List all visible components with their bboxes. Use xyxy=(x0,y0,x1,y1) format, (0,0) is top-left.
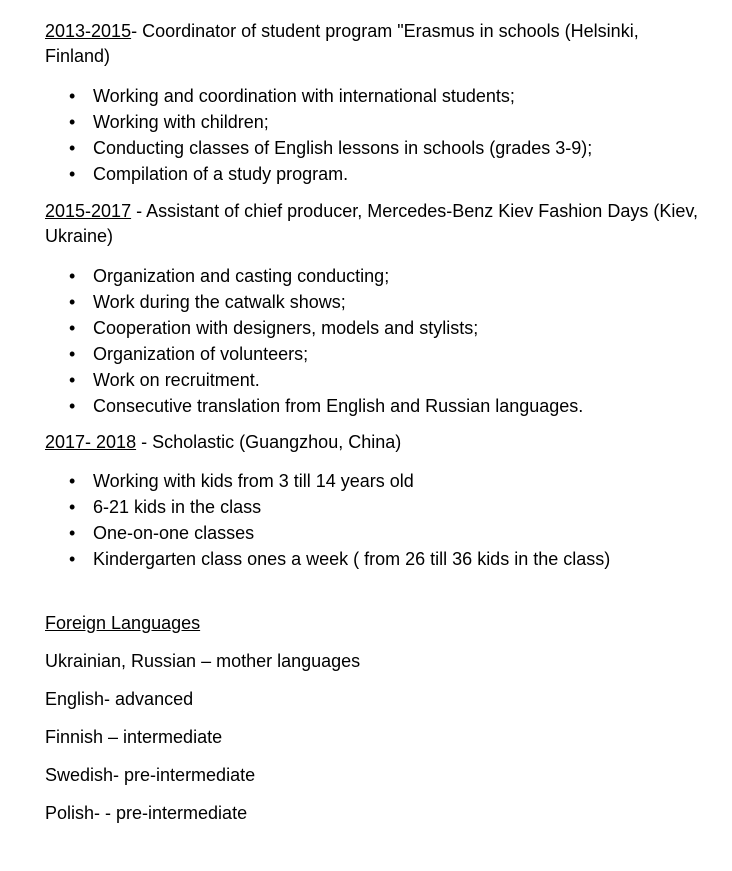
language-item: Swedish- pre-intermediate xyxy=(45,765,256,785)
duties-list xyxy=(45,263,705,419)
job-entry-fashion-days xyxy=(45,199,705,419)
duty-item xyxy=(45,161,705,187)
job-title: - Coordinator of student program "Erasmus in schools (Helsinki, Finland) xyxy=(45,21,639,66)
duty-item xyxy=(45,289,705,315)
bullet-icon: • xyxy=(69,164,76,184)
bullet-icon: • xyxy=(69,318,76,338)
language-item: Finnish – intermediate xyxy=(45,727,223,747)
duty-text: Working and coordination with international students; xyxy=(93,86,515,106)
duty-item xyxy=(45,520,705,546)
bullet-icon: • xyxy=(69,266,76,286)
duty-item xyxy=(45,109,705,135)
job-years: 2017- 2018 xyxy=(45,432,137,452)
language-item: Polish- - pre-intermediate xyxy=(45,803,248,823)
duty-item xyxy=(45,263,705,289)
bullet-icon: • xyxy=(69,549,76,569)
languages-heading: Foreign Languages xyxy=(45,613,201,633)
language-item: Ukrainian, Russian – mother languages xyxy=(45,651,361,671)
bullet-icon: • xyxy=(69,497,76,517)
duty-item xyxy=(45,393,705,419)
job-entry-scholastic xyxy=(45,430,705,572)
document-page xyxy=(45,19,705,826)
duty-item xyxy=(45,135,705,161)
duty-text: Organization of volunteers; xyxy=(93,344,309,364)
job-title: - Scholastic (Guangzhou, China) xyxy=(136,432,402,452)
duty-text: One-on-one classes xyxy=(93,523,255,543)
duty-item xyxy=(45,468,705,494)
job-years: 2015-2017 xyxy=(45,201,132,221)
duty-text: Work during the catwalk shows; xyxy=(93,292,346,312)
duty-item xyxy=(45,83,705,109)
job-entry-erasmus xyxy=(45,19,705,187)
duty-text: Conducting classes of English lessons in schools (grades 3-9); xyxy=(93,138,593,158)
bullet-icon: • xyxy=(69,112,76,132)
job-heading xyxy=(45,430,705,455)
duty-text: Working with kids from 3 till 14 years old xyxy=(93,471,414,491)
duty-item xyxy=(45,546,705,572)
languages-section xyxy=(45,611,705,826)
language-item: English- advanced xyxy=(45,689,194,709)
bullet-icon: • xyxy=(69,396,76,416)
bullet-icon: • xyxy=(69,370,76,390)
job-title: - Assistant of chief producer, Mercedes-Benz Kiev Fashion Days (Kiev, Ukraine) xyxy=(45,201,699,246)
duty-item xyxy=(45,494,705,520)
duties-list xyxy=(45,468,705,572)
duty-text: Cooperation with designers, models and stylists; xyxy=(93,318,479,338)
job-heading xyxy=(45,199,705,249)
bullet-icon: • xyxy=(69,292,76,312)
duty-text: Kindergarten class ones a week ( from 26 till 36 kids in the class) xyxy=(93,549,611,569)
job-years: 2013-2015 xyxy=(45,21,132,41)
bullet-icon: • xyxy=(69,344,76,364)
duty-text: Compilation of a study program. xyxy=(93,164,349,184)
duty-text: Work on recruitment. xyxy=(93,370,260,390)
bullet-icon: • xyxy=(69,86,76,106)
duty-text: Consecutive translation from English and Russian languages. xyxy=(93,396,584,416)
duty-text: 6-21 kids in the class xyxy=(93,497,262,517)
duties-list xyxy=(45,83,705,187)
job-heading xyxy=(45,19,705,69)
duty-text: Working with children; xyxy=(93,112,269,132)
duty-item xyxy=(45,341,705,367)
bullet-icon: • xyxy=(69,138,76,158)
duty-item xyxy=(45,315,705,341)
bullet-icon: • xyxy=(69,523,76,543)
duty-text: Organization and casting conducting; xyxy=(93,266,390,286)
duty-item xyxy=(45,367,705,393)
bullet-icon: • xyxy=(69,471,76,491)
